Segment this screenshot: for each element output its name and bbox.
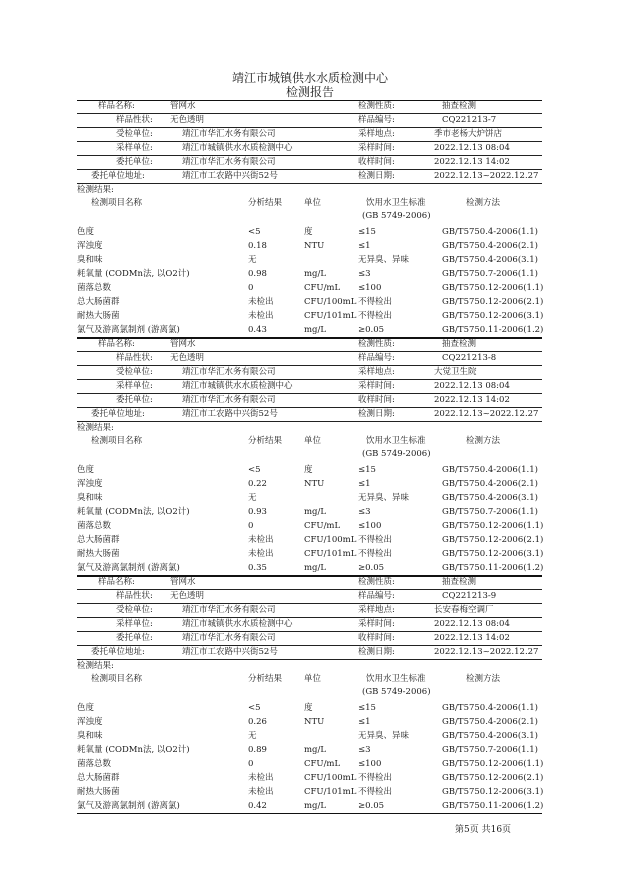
results-label: 检测结果: bbox=[77, 185, 114, 195]
col-header-method: 检测方法 bbox=[466, 436, 501, 446]
row-line bbox=[77, 155, 542, 156]
table-row-method: GB/T5750.12-2006(3.1) bbox=[442, 311, 544, 321]
info-label: 受检单位: bbox=[116, 605, 153, 615]
page-footer: 第5页 共16页 bbox=[455, 825, 512, 835]
row-line bbox=[77, 421, 542, 422]
info-label: 采样地点: bbox=[358, 605, 395, 615]
section-top-line bbox=[77, 100, 542, 101]
table-row-unit: CFU/mL bbox=[304, 759, 341, 769]
table-row-std: ≤100 bbox=[358, 283, 382, 293]
table-row-std: 无异臭、异味 bbox=[358, 731, 410, 741]
info-label: 采样地点: bbox=[358, 129, 395, 139]
table-row-item: 菌落总数 bbox=[77, 283, 112, 293]
info-label: 采样单位: bbox=[116, 143, 153, 153]
info-value: 2022.12.13 14:02 bbox=[434, 157, 510, 167]
info-value: 无色透明 bbox=[170, 115, 205, 125]
table-row-result: 0.43 bbox=[248, 325, 267, 335]
table-row-result: 无 bbox=[248, 255, 257, 265]
section-bottom-line bbox=[77, 813, 542, 814]
table-row-method: GB/T5750.7-2006(1.1) bbox=[442, 269, 538, 279]
table-row-unit: mg/L bbox=[304, 801, 327, 811]
table-row-std: 不得检出 bbox=[358, 535, 393, 545]
table-row-result: <5 bbox=[248, 227, 261, 237]
table-row-method: GB/T5750.4-2006(1.1) bbox=[442, 465, 538, 475]
row-line bbox=[77, 351, 542, 352]
table-row-std: ≤100 bbox=[358, 759, 382, 769]
table-row-item: 浑浊度 bbox=[77, 479, 103, 489]
table-row-result: 未检出 bbox=[248, 787, 274, 797]
info-value: 靖江市华汇水务有限公司 bbox=[182, 395, 276, 405]
table-row-item: 氯气及游离氯制剂 (游离氯) bbox=[77, 563, 180, 573]
table-row-result: 无 bbox=[248, 493, 257, 503]
table-row-item: 耗氧量 (CODMn法, 以O2计) bbox=[77, 269, 190, 279]
table-row-item: 色度 bbox=[77, 227, 95, 237]
table-row-method: GB/T5750.12-2006(3.1) bbox=[442, 549, 544, 559]
table-row-item: 浑浊度 bbox=[77, 717, 103, 727]
info-label: 样品性状: bbox=[116, 591, 153, 601]
table-row-method: GB/T5750.4-2006(1.1) bbox=[442, 227, 538, 237]
table-row-method: GB/T5750.4-2006(2.1) bbox=[442, 717, 538, 727]
table-row-std: ≤15 bbox=[358, 227, 376, 237]
table-row-result: 未检出 bbox=[248, 311, 274, 321]
table-row-std: ≤1 bbox=[358, 717, 371, 727]
row-line bbox=[77, 589, 542, 590]
row-line bbox=[77, 169, 542, 170]
info-label: 委托单位地址: bbox=[91, 647, 145, 657]
info-value: 靖江市华汇水务有限公司 bbox=[182, 157, 276, 167]
info-label: 检测性质: bbox=[358, 339, 395, 349]
table-row-result: 未检出 bbox=[248, 773, 274, 783]
info-value: 2022.12.13 08:04 bbox=[434, 381, 510, 391]
table-row-result: 0.26 bbox=[248, 717, 267, 727]
results-label: 检测结果: bbox=[77, 423, 114, 433]
table-row-result: 0 bbox=[248, 521, 254, 531]
col-header-method: 检测方法 bbox=[466, 674, 501, 684]
info-value: 管网水 bbox=[170, 577, 196, 587]
table-row-unit: CFU/101mL bbox=[304, 549, 357, 559]
report-subtitle: 检测报告 bbox=[285, 85, 334, 99]
info-label: 检测性质: bbox=[358, 577, 395, 587]
table-row-std: 无异臭、异味 bbox=[358, 255, 410, 265]
table-row-item: 耐热大肠菌 bbox=[77, 311, 120, 321]
table-row-item: 菌落总数 bbox=[77, 759, 112, 769]
table-row-method: GB/T5750.11-2006(1.2) bbox=[442, 801, 544, 811]
info-value: 管网水 bbox=[170, 101, 196, 111]
table-row-result: 未检出 bbox=[248, 297, 274, 307]
table-row-result: 0.35 bbox=[248, 563, 267, 573]
table-row-std: ≤3 bbox=[358, 745, 371, 755]
info-value: 靖江市城镇供水水质检测中心 bbox=[182, 143, 293, 153]
table-row-std: ≤100 bbox=[358, 521, 382, 531]
table-row-std: 不得检出 bbox=[358, 297, 393, 307]
table-row-item: 氯气及游离氯制剂 (游离氯) bbox=[77, 801, 180, 811]
col-header-std: 饮用水卫生标准 bbox=[366, 198, 426, 208]
table-row-method: GB/T5750.7-2006(1.1) bbox=[442, 507, 538, 517]
table-row-std: ≥0.05 bbox=[358, 801, 385, 811]
col-header-std-code: (GB 5749-2006) bbox=[362, 211, 431, 221]
table-row-unit: mg/L bbox=[304, 269, 327, 279]
info-value: 靖江市工农路中兴街52号 bbox=[182, 171, 278, 181]
row-line bbox=[77, 631, 542, 632]
col-header-std-code: (GB 5749-2006) bbox=[362, 687, 431, 697]
table-row-std: ≤15 bbox=[358, 465, 376, 475]
table-row-item: 色度 bbox=[77, 703, 95, 713]
table-row-method: GB/T5750.12-2006(1.1) bbox=[442, 521, 544, 531]
col-header-std-code: (GB 5749-2006) bbox=[362, 449, 431, 459]
info-label: 委托单位: bbox=[116, 157, 153, 167]
table-row-unit: CFU/100mL bbox=[304, 297, 357, 307]
table-row-result: 0.93 bbox=[248, 507, 267, 517]
table-row-result: 无 bbox=[248, 731, 257, 741]
table-row-result: 0.22 bbox=[248, 479, 267, 489]
info-label: 受检单位: bbox=[116, 367, 153, 377]
table-row-unit: 度 bbox=[304, 465, 313, 475]
info-value: 大觉卫生院 bbox=[434, 367, 477, 377]
col-header-std: 饮用水卫生标准 bbox=[366, 436, 426, 446]
table-row-item: 臭和味 bbox=[77, 731, 103, 741]
row-line bbox=[77, 407, 542, 408]
row-line bbox=[77, 617, 542, 618]
info-value: 2022.12.13~2022.12.27 bbox=[434, 647, 539, 657]
table-row-item: 色度 bbox=[77, 465, 95, 475]
table-row-unit: CFU/100mL bbox=[304, 773, 357, 783]
table-row-method: GB/T5750.7-2006(1.1) bbox=[442, 745, 538, 755]
info-value: 靖江市华汇水务有限公司 bbox=[182, 367, 276, 377]
col-header-std: 饮用水卫生标准 bbox=[366, 674, 426, 684]
info-label: 收样时间: bbox=[358, 395, 395, 405]
table-row-result: 0.42 bbox=[248, 801, 267, 811]
col-header-result: 分析结果 bbox=[248, 436, 283, 446]
info-label: 样品性状: bbox=[116, 115, 153, 125]
table-row-method: GB/T5750.12-2006(2.1) bbox=[442, 773, 544, 783]
info-value: CQ221213-9 bbox=[442, 591, 497, 601]
table-row-result: <5 bbox=[248, 465, 261, 475]
info-label: 检测日期: bbox=[358, 171, 395, 181]
info-label: 采样单位: bbox=[116, 619, 153, 629]
info-label: 采样时间: bbox=[358, 143, 395, 153]
col-header-unit: 单位 bbox=[304, 198, 322, 208]
col-header-result: 分析结果 bbox=[248, 198, 283, 208]
info-label: 样品编号: bbox=[358, 115, 395, 125]
table-row-std: 无异臭、异味 bbox=[358, 493, 410, 503]
col-header-result: 分析结果 bbox=[248, 674, 283, 684]
table-row-method: GB/T5750.12-2006(1.1) bbox=[442, 283, 544, 293]
info-label: 采样单位: bbox=[116, 381, 153, 391]
info-label: 样品编号: bbox=[358, 591, 395, 601]
table-row-std: ≤15 bbox=[358, 703, 376, 713]
table-row-method: GB/T5750.12-2006(2.1) bbox=[442, 535, 544, 545]
table-row-std: 不得检出 bbox=[358, 311, 393, 321]
table-row-method: GB/T5750.12-2006(2.1) bbox=[442, 297, 544, 307]
table-row-item: 臭和味 bbox=[77, 255, 103, 265]
report-title: 靖江市城镇供水水质检测中心 bbox=[231, 71, 388, 85]
info-label: 收样时间: bbox=[358, 633, 395, 643]
info-value: 2022.12.13 08:04 bbox=[434, 619, 510, 629]
info-label: 受检单位: bbox=[116, 129, 153, 139]
info-label: 样品编号: bbox=[358, 353, 395, 363]
table-row-unit: mg/L bbox=[304, 507, 327, 517]
info-value: 无色透明 bbox=[170, 591, 205, 601]
table-row-std: ≥0.05 bbox=[358, 325, 385, 335]
table-row-unit: 度 bbox=[304, 703, 313, 713]
table-row-result: 0.98 bbox=[248, 269, 267, 279]
table-row-item: 臭和味 bbox=[77, 493, 103, 503]
table-row-method: GB/T5750.4-2006(3.1) bbox=[442, 255, 538, 265]
table-row-unit: mg/L bbox=[304, 325, 327, 335]
table-row-result: 0.89 bbox=[248, 745, 267, 755]
table-row-std: ≥0.05 bbox=[358, 563, 385, 573]
info-value: 长安春梅空调厂 bbox=[434, 605, 494, 615]
info-label: 委托单位地址: bbox=[91, 409, 145, 419]
info-label: 委托单位: bbox=[116, 395, 153, 405]
table-row-unit: CFU/mL bbox=[304, 283, 341, 293]
table-row-unit: NTU bbox=[304, 241, 325, 251]
table-row-method: GB/T5750.11-2006(1.2) bbox=[442, 325, 544, 335]
row-line bbox=[77, 645, 542, 646]
table-row-method: GB/T5750.11-2006(1.2) bbox=[442, 563, 544, 573]
row-line bbox=[77, 379, 542, 380]
info-value: 靖江市工农路中兴街52号 bbox=[182, 647, 278, 657]
table-row-result: 0 bbox=[248, 283, 254, 293]
info-label: 委托单位地址: bbox=[91, 171, 145, 181]
table-row-std: 不得检出 bbox=[358, 549, 393, 559]
info-label: 检测日期: bbox=[358, 647, 395, 657]
row-line bbox=[77, 393, 542, 394]
table-row-method: GB/T5750.4-2006(3.1) bbox=[442, 731, 538, 741]
table-row-item: 总大肠菌群 bbox=[77, 297, 120, 307]
table-row-unit: CFU/101mL bbox=[304, 311, 357, 321]
table-row-method: GB/T5750.12-2006(3.1) bbox=[442, 787, 544, 797]
col-header-unit: 单位 bbox=[304, 674, 322, 684]
table-row-item: 总大肠菌群 bbox=[77, 535, 120, 545]
info-label: 采样时间: bbox=[358, 619, 395, 629]
table-row-item: 耐热大肠菌 bbox=[77, 549, 120, 559]
results-label: 检测结果: bbox=[77, 661, 114, 671]
table-row-unit: mg/L bbox=[304, 745, 327, 755]
table-row-item: 耗氧量 (CODMn法, 以O2计) bbox=[77, 745, 190, 755]
info-label: 采样时间: bbox=[358, 381, 395, 391]
info-value: 靖江市华汇水务有限公司 bbox=[182, 129, 276, 139]
table-row-result: 0.18 bbox=[248, 241, 267, 251]
info-label: 样品名称: bbox=[98, 577, 135, 587]
table-row-result: <5 bbox=[248, 703, 261, 713]
table-row-method: GB/T5750.4-2006(2.1) bbox=[442, 479, 538, 489]
info-value: 2022.12.13~2022.12.27 bbox=[434, 171, 539, 181]
table-row-item: 菌落总数 bbox=[77, 521, 112, 531]
table-row-unit: CFU/101mL bbox=[304, 787, 357, 797]
table-row-unit: mg/L bbox=[304, 563, 327, 573]
section-top-line bbox=[77, 576, 542, 577]
info-value: 抽查检测 bbox=[442, 339, 477, 349]
info-label: 样品性状: bbox=[116, 353, 153, 363]
table-row-std: ≤3 bbox=[358, 507, 371, 517]
row-line bbox=[77, 365, 542, 366]
table-row-std: ≤1 bbox=[358, 479, 371, 489]
row-line bbox=[77, 141, 542, 142]
table-row-method: GB/T5750.12-2006(1.1) bbox=[442, 759, 544, 769]
info-value: CQ221213-7 bbox=[442, 115, 497, 125]
table-row-item: 浑浊度 bbox=[77, 241, 103, 251]
info-value: 2022.12.13~2022.12.27 bbox=[434, 409, 539, 419]
table-row-result: 未检出 bbox=[248, 535, 274, 545]
info-value: 靖江市城镇供水水质检测中心 bbox=[182, 381, 293, 391]
info-label: 检测日期: bbox=[358, 409, 395, 419]
info-value: 抽查检测 bbox=[442, 101, 477, 111]
info-label: 采样地点: bbox=[358, 367, 395, 377]
info-label: 收样时间: bbox=[358, 157, 395, 167]
info-label: 委托单位: bbox=[116, 633, 153, 643]
info-value: 靖江市工农路中兴街52号 bbox=[182, 409, 278, 419]
table-row-method: GB/T5750.4-2006(3.1) bbox=[442, 493, 538, 503]
table-row-item: 总大肠菌群 bbox=[77, 773, 120, 783]
row-line bbox=[77, 127, 542, 128]
table-row-item: 氯气及游离氯制剂 (游离氯) bbox=[77, 325, 180, 335]
table-row-std: ≤1 bbox=[358, 241, 371, 251]
table-row-std: 不得检出 bbox=[358, 773, 393, 783]
info-value: 靖江市城镇供水水质检测中心 bbox=[182, 619, 293, 629]
col-header-method: 检测方法 bbox=[466, 198, 501, 208]
table-row-std: 不得检出 bbox=[358, 787, 393, 797]
info-value: 靖江市华汇水务有限公司 bbox=[182, 633, 276, 643]
table-row-result: 0 bbox=[248, 759, 254, 769]
section-top-line bbox=[77, 338, 542, 339]
table-row-item: 耗氧量 (CODMn法, 以O2计) bbox=[77, 507, 190, 517]
info-label: 检测性质: bbox=[358, 101, 395, 111]
info-value: 抽查检测 bbox=[442, 577, 477, 587]
info-label: 样品名称: bbox=[98, 101, 135, 111]
col-header-item: 检测项目名称 bbox=[91, 674, 143, 684]
info-value: 无色透明 bbox=[170, 353, 205, 363]
col-header-item: 检测项目名称 bbox=[91, 198, 143, 208]
table-row-unit: NTU bbox=[304, 717, 325, 727]
table-row-std: ≤3 bbox=[358, 269, 371, 279]
table-row-unit: CFU/100mL bbox=[304, 535, 357, 545]
row-line bbox=[77, 659, 542, 660]
table-row-unit: 度 bbox=[304, 227, 313, 237]
row-line bbox=[77, 113, 542, 114]
info-value: 2022.12.13 14:02 bbox=[434, 633, 510, 643]
info-value: 管网水 bbox=[170, 339, 196, 349]
info-value: 2022.12.13 14:02 bbox=[434, 395, 510, 405]
row-line bbox=[77, 603, 542, 604]
info-value: 季市老杨大炉饼店 bbox=[434, 129, 503, 139]
table-row-method: GB/T5750.4-2006(1.1) bbox=[442, 703, 538, 713]
table-row-unit: NTU bbox=[304, 479, 325, 489]
info-label: 样品名称: bbox=[98, 339, 135, 349]
table-row-unit: CFU/mL bbox=[304, 521, 341, 531]
table-row-item: 耐热大肠菌 bbox=[77, 787, 120, 797]
col-header-unit: 单位 bbox=[304, 436, 322, 446]
info-value: 靖江市华汇水务有限公司 bbox=[182, 605, 276, 615]
row-line bbox=[77, 183, 542, 184]
table-row-result: 未检出 bbox=[248, 549, 274, 559]
col-header-item: 检测项目名称 bbox=[91, 436, 143, 446]
info-value: CQ221213-8 bbox=[442, 353, 497, 363]
info-value: 2022.12.13 08:04 bbox=[434, 143, 510, 153]
table-row-method: GB/T5750.4-2006(2.1) bbox=[442, 241, 538, 251]
